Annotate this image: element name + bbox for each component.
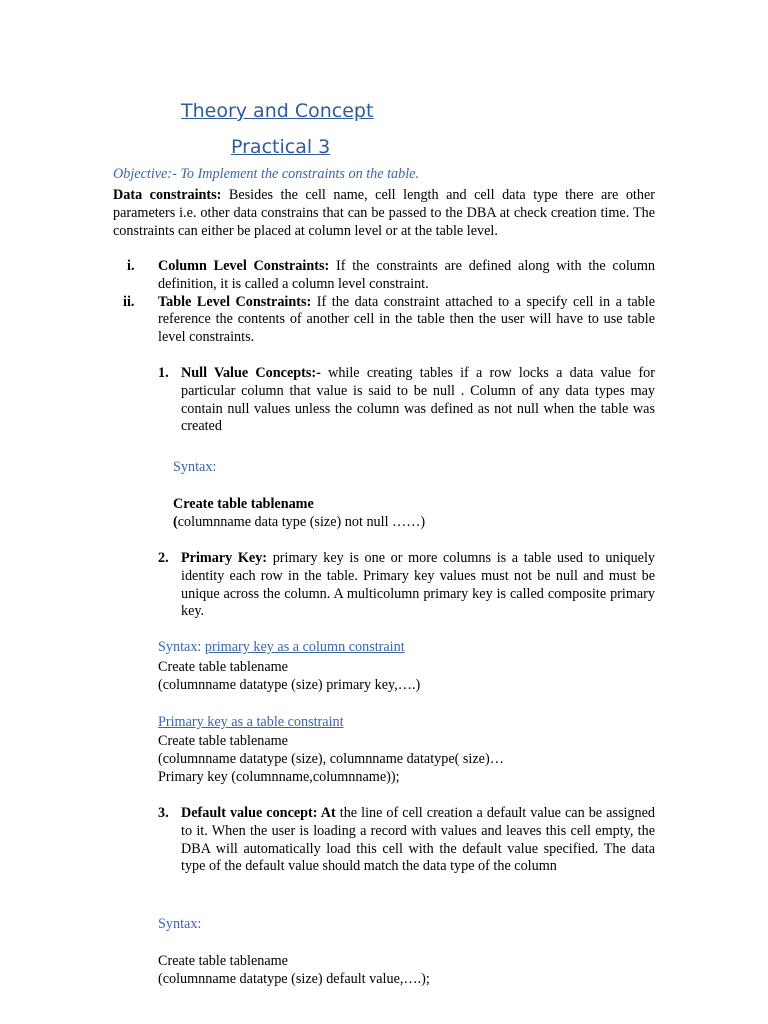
list-item-body: If the constraints are defined along with the column definition, it is called a column level constraint. — [158, 258, 655, 292]
roman-list — [113, 258, 655, 347]
list-marker: i. — [127, 258, 135, 274]
list-item — [113, 258, 655, 294]
concept-body: the line of cell creation a default value can be assigned to it. When the user is loading a record with values and leaves this cell empty, the DBA will automatically load this cell with the default value specified. The data type of the default value should match the data type of the column — [181, 805, 655, 875]
objective-text: Objective:- To Implement the constraints on the table. — [113, 166, 420, 182]
concept-body: while creating tables if a row locks a data value for particular column that value is said to be null . Column of any data types may contain null values unless the column was defined as not null when the table was created — [181, 365, 655, 435]
concept-term: Null Value Concepts:- — [181, 365, 321, 381]
null-syntax-line1: Create table tablename — [173, 496, 314, 512]
intro-term: Data constraints: — [113, 187, 222, 203]
pk-table-line2: (columnname datatype (size), columnname datatype( size)… — [158, 751, 504, 767]
list-item-body: If the data constraint attached to a specify cell in a table reference the contents of another cell in the table then the user will have to use table level constraints. — [158, 293, 655, 346]
list-item-term: Table Level Constraints: — [158, 293, 312, 310]
pk-col-line2: (columnname datatype (size) primary key,….) — [158, 677, 421, 693]
pk-table-line1: Create table tablename — [158, 733, 288, 749]
default-syntax-line1: Create table tablename — [158, 953, 288, 969]
list-item — [113, 294, 655, 347]
concept-default-value — [158, 805, 655, 876]
concept-term: Primary Key: — [181, 550, 268, 566]
default-syntax-line2: (columnname datatype (size) default value,….); — [158, 971, 430, 987]
concept-term: Default value concept: At — [181, 805, 336, 821]
list-marker: ii. — [123, 293, 135, 310]
pk-column-constraint-link[interactable]: primary key as a column constraint — [204, 639, 405, 655]
pk-col-line1: Create table tablename — [158, 659, 288, 675]
concept-null-value — [158, 365, 655, 436]
concept-body: primary key is one or more columns is a table used to uniquely identity each row in the table. Primary key values must not be null and must be unique across the column. A multicolumn primary key is called composite primary key. — [181, 550, 656, 620]
default-syntax-label: Syntax: — [158, 916, 202, 932]
pk-syntax-heading — [158, 639, 405, 657]
pk-table-line3: Primary key (columnname,columnname)); — [158, 769, 400, 785]
page-title: Theory and Concept — [181, 100, 374, 122]
pk-table-constraint-link[interactable]: Primary key as a table constraint — [158, 714, 344, 730]
null-syntax-line2 — [173, 514, 425, 532]
intro-paragraph — [113, 187, 655, 240]
null-syntax-paren: ( — [173, 514, 178, 530]
list-item-text — [158, 294, 655, 347]
page-subtitle: Practical 3 — [231, 136, 331, 158]
list-item-text — [158, 258, 655, 294]
list-item-term: Column Level Constraints: — [158, 258, 330, 274]
pk-syntax-label: Syntax: — [158, 639, 205, 655]
list-marker: 1. — [158, 365, 169, 381]
null-syntax-label: Syntax: — [173, 459, 217, 475]
concept-primary-key — [158, 550, 655, 621]
concept-text — [181, 365, 655, 436]
concept-text — [181, 805, 655, 876]
null-syntax-rest: columnname data type (size) not null ……) — [177, 514, 426, 530]
concept-text — [181, 550, 655, 621]
list-marker: 2. — [158, 550, 169, 566]
intro-text: Besides the cell name, cell length and cell data type there are other parameters i.e. other data constrains that can be passed to the DBA at check creation time. The constraints can either be placed at column level or at the table level. — [113, 187, 655, 239]
list-marker: 3. — [158, 805, 169, 821]
